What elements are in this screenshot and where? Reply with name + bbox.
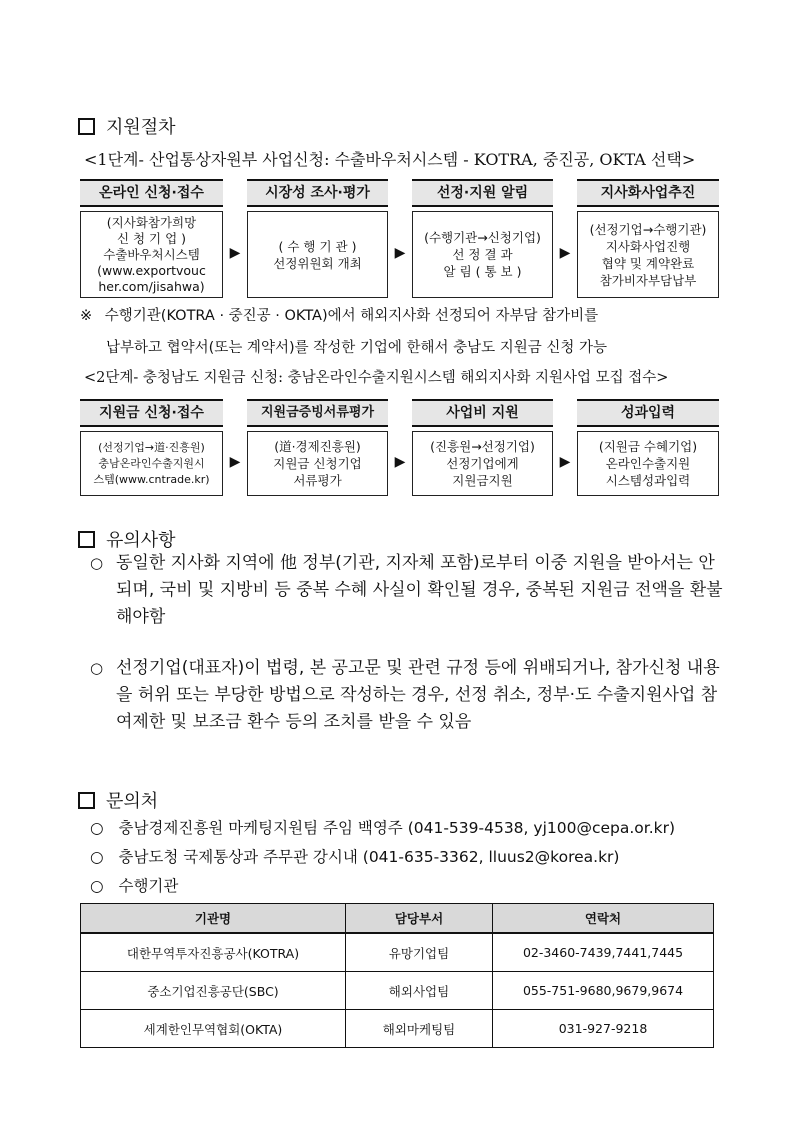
step-desc-line: 선 정 결 과: [452, 247, 513, 262]
contact-heading-text: 문의처: [106, 791, 159, 812]
arrow-right-icon: ▶: [229, 244, 241, 261]
checkbox-square-icon: [78, 118, 95, 135]
table-cell: 02-3460-7439,7441,7445: [493, 933, 714, 972]
step-desc-line: 수출바우처시스템: [103, 246, 200, 262]
table-header-cell: 기관명: [81, 904, 346, 934]
step-desc-line: 서류평가: [293, 473, 342, 488]
contact-text: 충남경제진흥원 마케팅지원팀 주임 백영주 (041-539-4538, yj100@cepa.or.kr): [118, 819, 676, 837]
stage2-flow: [80, 399, 720, 496]
stage2-step-1: [80, 399, 223, 496]
table-cell: 대한무역투자진흥공사(KOTRA): [81, 933, 346, 972]
table-cell: 055-751-9680,9679,9674: [493, 972, 714, 1010]
table-row: [81, 1010, 714, 1048]
arrow-right-icon: ▶: [559, 244, 571, 261]
table-cell: 해외사업팀: [346, 972, 493, 1010]
step-desc-line: 참가비자부담납부: [599, 272, 697, 288]
step-desc-line: 선정위원회 개최: [273, 255, 362, 271]
circle-bullet-icon: ○: [90, 877, 104, 895]
section-procedure-heading: [78, 113, 176, 139]
step-desc-line: 지사화사업진행: [605, 238, 691, 254]
step-desc-line: 선정기업에게: [446, 456, 519, 471]
contact-text: 수행기관: [118, 877, 179, 895]
stage2-title: <2단계- 충청남도 지원금 신청: 충남온라인수출지원시스템 해외지사화 지원사업 모집 접수>: [84, 370, 669, 386]
step-title: 사업비 지원: [412, 399, 553, 427]
step-title: 지원금 신청·접수: [80, 399, 223, 427]
table-row: [81, 933, 714, 972]
step-desc: [80, 211, 223, 298]
note-line-2: 납부하고 협약서(또는 계약서)를 작성한 기업에 한해서 충남도 지원금 신청 가능: [106, 340, 608, 356]
circle-bullet-icon: ○: [90, 848, 104, 866]
arrow-right-icon: ▶: [394, 453, 406, 470]
step-title: 시장성 조사·평가: [247, 179, 388, 207]
procedure-heading-text: 지원절차: [106, 117, 176, 138]
circle-bullet-icon: ○: [90, 819, 104, 837]
stage2-step-2: [247, 399, 388, 496]
table-header-cell: 연락처: [493, 904, 714, 934]
stage2-step-4: [577, 399, 719, 496]
stage1-step-1: [80, 179, 223, 298]
step-desc-line: 충남온라인수출지원시: [98, 456, 205, 470]
arrow-right-icon: ▶: [559, 453, 571, 470]
arrow-right-icon: ▶: [394, 244, 406, 261]
checkbox-square-icon: [78, 531, 95, 548]
checkbox-square-icon: [78, 792, 95, 809]
table-cell: 031-927-9218: [493, 1010, 714, 1048]
step-desc: [412, 211, 553, 298]
contact-text: 충남도청 국제통상과 주무관 강시내 (041-635-3362, lluus2@korea.kr): [118, 848, 620, 866]
step-desc: [577, 431, 719, 496]
step-desc-line: 지원금 신청기업: [273, 456, 362, 471]
step-desc-line: 지원금지원: [452, 473, 513, 488]
step-title: 선정·지원 알림: [412, 179, 553, 207]
caution-item-1: [90, 550, 730, 631]
step-title: 성과입력: [577, 399, 719, 427]
stage1-step-4: [577, 179, 719, 298]
stage1-step-2: [247, 179, 388, 298]
step-title: 온라인 신청·접수: [80, 179, 223, 207]
contact-list: [90, 814, 675, 901]
stage2-step-3: [412, 399, 553, 496]
note-text-1: 수행기관(KOTRA · 중진공 · OKTA)에서 해외지사화 선정되어 자부담 참가비를: [104, 308, 599, 324]
table-header-cell: 담당부서: [346, 904, 493, 934]
arrow-right-icon: ▶: [229, 453, 241, 470]
step-desc-line: (지사화참가희망: [106, 214, 197, 230]
step-desc-line: 알 림 ( 통 보 ): [443, 264, 522, 279]
contact-line: [90, 843, 675, 872]
caution-item-2: [90, 655, 730, 736]
step-desc: [247, 431, 388, 496]
step-desc-line: 신 청 기 업 ): [116, 230, 187, 246]
step-desc-line: (지원금 수혜기업): [598, 439, 698, 454]
step-desc-line: (道·경제진흥원): [274, 439, 361, 454]
cautions-heading-text: 유의사항: [106, 530, 176, 551]
step-title: 지원금증빙서류평가: [247, 399, 388, 427]
table-row: [81, 972, 714, 1010]
stage1-flow: [80, 179, 720, 298]
step-desc-line: (선정기업→수행기관): [589, 221, 707, 237]
table-cell: 해외마케팅팀: [346, 1010, 493, 1048]
stage1-title: <1단계- 산업통상자원부 사업신청: 수출바우처시스템 - KOTRA, 중진공, OKTA 선택>: [84, 150, 696, 169]
step-desc-line: (진흥원→선정기업): [430, 439, 535, 454]
step-desc-line: 협약 및 계약완료: [601, 255, 695, 271]
step-desc: [412, 431, 553, 496]
table-cell: 유망기업팀: [346, 933, 493, 972]
table-cell: 중소기업진흥공단(SBC): [81, 972, 346, 1010]
contact-line: [90, 872, 675, 901]
section-cautions-heading: [78, 526, 176, 552]
caution-text: 선정기업(대표자)이 법령, 본 공고문 및 관련 규정 등에 위배되거나, 참가신청 내용을 허위 또는 부당한 방법으로 작성하는 경우, 선정 취소, 정부·도 수출지원사업 참여제한 및 보조금 환수 등의 조치를 받을 수 있음: [116, 658, 720, 732]
circle-bullet-icon: ○: [90, 554, 104, 572]
step-desc-line: 온라인수출지원: [605, 456, 691, 471]
step-desc-line: 스템(www.cntrade.kr): [93, 472, 210, 486]
step-desc-line: ( 수 행 기 관 ): [278, 238, 357, 254]
note-line-1: [80, 304, 598, 325]
step-desc-line: her.com/jisahwa): [98, 278, 205, 294]
step-desc: [577, 211, 719, 298]
table-header-row: [81, 904, 714, 934]
table-cell: 세계한인무역협회(OKTA): [81, 1010, 346, 1048]
step-desc-line: (www.exportvouc: [97, 262, 206, 278]
contact-line: [90, 814, 675, 843]
section-contact-heading: [78, 787, 158, 813]
step-desc: [247, 211, 388, 298]
step-title: 지사화사업추진: [577, 179, 719, 207]
agencies-table: [80, 903, 714, 1048]
step-desc-line: (선정기업→道·진흥원): [98, 440, 205, 454]
step-desc: [80, 431, 223, 496]
step-desc-line: 시스템성과입력: [605, 473, 691, 488]
stage1-step-3: [412, 179, 553, 298]
caution-text: 동일한 지사화 지역에 他 정부(기관, 지자체 포함)로부터 이중 지원을 받아서는 안 되며, 국비 및 지방비 등 중복 수혜 사실이 확인될 경우, 중복된 지원금 전액을 환불해야함: [116, 553, 723, 627]
note-mark: ※: [80, 308, 93, 324]
step-desc-line: (수행기관→신청기업): [424, 230, 541, 245]
circle-bullet-icon: ○: [90, 659, 104, 677]
